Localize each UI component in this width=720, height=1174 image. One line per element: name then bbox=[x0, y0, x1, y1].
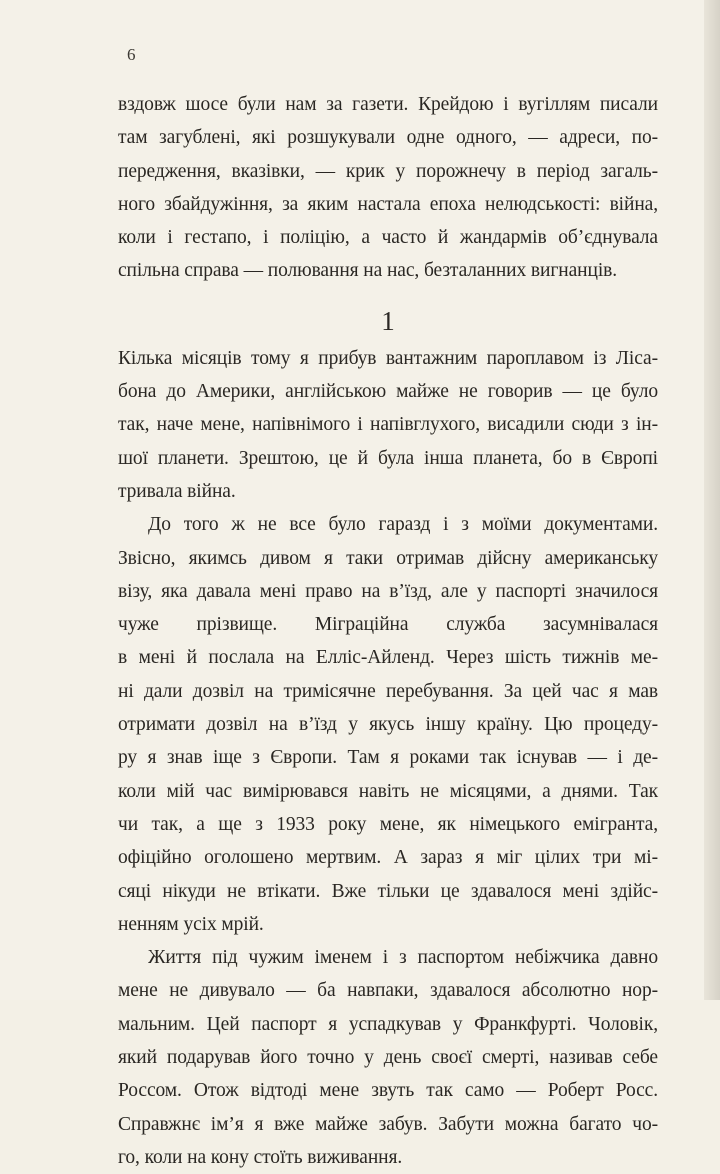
paragraph-line: ру я знав іще з Європи. Там я роками так існував — і де- bbox=[118, 747, 658, 769]
paragraph-line: чи так, а ще з 1933 року мене, як німецького емігранта, bbox=[118, 813, 658, 835]
paragraph-line: сяці нікуди не втікати. Вже тільки це здавалося мені здійс- bbox=[118, 880, 658, 902]
paragraph-line: в мені й послала на Елліс-Айленд. Через шість тижнів ме- bbox=[118, 647, 658, 669]
paragraph-line: офіційно оголошено мертвим. А зараз я міг цілих три мі- bbox=[118, 847, 658, 869]
epigraph-line: там загублені, які розшукували одне одного, — адреси, по- bbox=[118, 127, 658, 149]
epigraph-line: передження, вказівки, — крик у порожнечу в період загаль- bbox=[118, 160, 658, 182]
paragraph-line: ні дали дозвіл на тримісячне перебування. За цей час я мав bbox=[118, 680, 658, 702]
paragraph-line: чуже прізвище. Міграційна служба засумнівалася bbox=[118, 614, 658, 636]
paragraph-line: Звісно, якимсь дивом я таки отримав дійсну американську bbox=[118, 547, 658, 569]
paragraph-line: До того ж не все було гаразд і з моїми документами. bbox=[148, 514, 658, 536]
paragraph-line: го, коли на кону стоїть виживання. bbox=[118, 1146, 403, 1168]
paragraph-line: Життя під чужим іменем і з паспортом небіжчика давно bbox=[148, 947, 658, 969]
paragraph-line: який подарував його точно у день своєї смерті, називав себе bbox=[118, 1047, 658, 1069]
paragraph-line: мене не дивувало — ба навпаки, здавалося абсолютно нор- bbox=[118, 980, 658, 1002]
paragraph-2 bbox=[118, 508, 658, 941]
paragraph-1 bbox=[118, 342, 658, 508]
epigraph-line: вздовж шосе були нам за газети. Крейдою і вугіллям писали bbox=[118, 94, 658, 115]
epigraph-line: спільна справа — полювання на нас, безталанних вигнанців. bbox=[118, 260, 618, 282]
paragraph-line: Справжнє ім’я я вже майже забув. Забути можна багато чо- bbox=[118, 1113, 658, 1135]
paragraph-line: тривала війна. bbox=[118, 480, 236, 502]
paragraph-line: ненням усіх мрій. bbox=[118, 913, 264, 935]
paragraph-line: візу, яка давала мені право на в’їзд, але у паспорті значилося bbox=[118, 580, 658, 602]
paragraph-line: коли мій час вимірювався навіть не місяцями, а днями. Так bbox=[118, 780, 658, 802]
epigraph bbox=[118, 88, 658, 288]
paragraph-line: Россом. Отож відтоді мене звуть так само — Роберт Росс. bbox=[118, 1080, 658, 1102]
paragraph-line: бона до Америки, англійською майже не говорив — це було bbox=[118, 381, 658, 403]
paragraph-line: шої планети. Зрештою, це й була інша планета, бо в Європі bbox=[118, 447, 658, 469]
page-number: 6 bbox=[127, 45, 136, 64]
epigraph-line: ного збайдужіння, за яким настала епоха нелюдськості: війна, bbox=[118, 193, 658, 215]
paragraph-line: Кілька місяців тому я прибув вантажним пароплавом із Ліса- bbox=[118, 347, 658, 369]
paragraph-line: так, наче мене, напівнімого і напівглухого, висадили сюди з ін- bbox=[118, 414, 658, 436]
epigraph-line: коли і гестапо, і поліцію, а часто й жандармів об’єднувала bbox=[118, 227, 658, 249]
paragraph-3 bbox=[118, 941, 658, 1174]
chapter-number: 1 bbox=[381, 305, 395, 336]
text-block bbox=[118, 88, 658, 1174]
paragraph-line: мальним. Цей паспорт я успадкував у Франкфурті. Чоловік, bbox=[118, 1013, 658, 1035]
paragraph-line: отримати дозвіл на в’їзд у якусь іншу країну. Цю процеду- bbox=[118, 714, 658, 736]
page-edge bbox=[704, 0, 720, 1000]
